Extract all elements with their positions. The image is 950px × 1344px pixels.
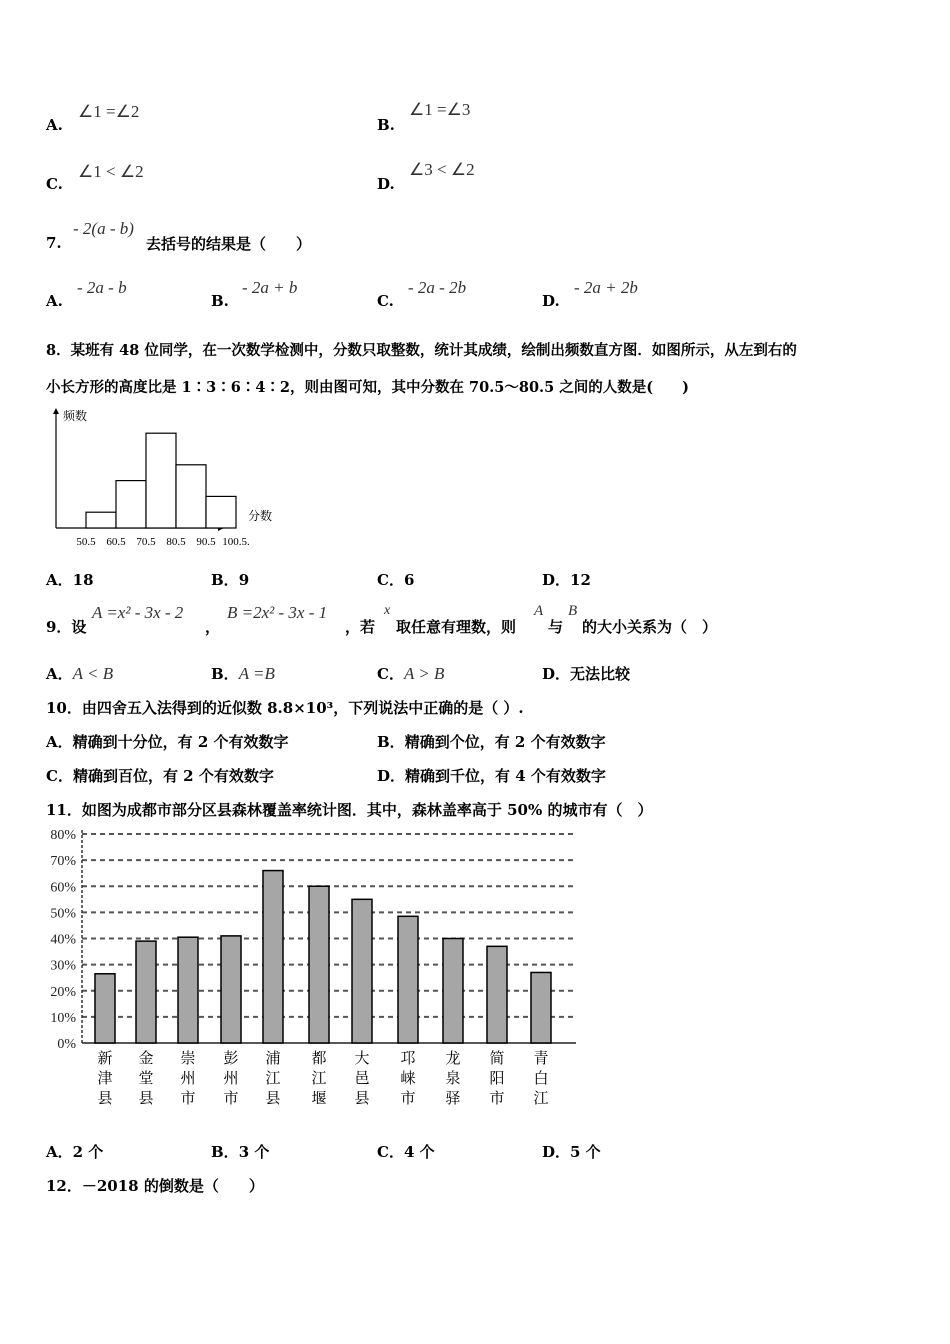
histogram-bar <box>116 481 146 528</box>
option-text: 无法比较 <box>570 665 631 683</box>
option-text: 6 <box>403 571 415 589</box>
option-label: D． <box>542 665 571 683</box>
option-text: 12 <box>570 571 591 589</box>
y-tick-label: 10% <box>50 1010 76 1026</box>
histogram-bar <box>176 465 206 528</box>
option-text: A < B <box>72 664 114 683</box>
x-tick-label: 70.5 <box>136 536 156 548</box>
bar <box>221 936 241 1043</box>
q6-option-c-label: C. <box>46 175 63 193</box>
option-text: 精确到十分位，有 2 个有效数字 <box>72 733 289 751</box>
x-category-label: 青白江 <box>533 1051 549 1107</box>
option-text: A > B <box>403 664 445 683</box>
x-category-label: 简阳市 <box>489 1051 505 1107</box>
option-text: 精确到个位，有 2 个有效数字 <box>404 733 606 751</box>
histogram-bar <box>86 512 116 528</box>
option-label: B． <box>211 571 239 589</box>
q10-option-b <box>377 731 606 752</box>
bar <box>95 974 115 1043</box>
q7-option-c-math: - 2a - 2b <box>408 278 467 297</box>
q9-a: A <box>534 603 544 619</box>
option-label: D． <box>542 571 571 589</box>
x-category-label: 邛崃市 <box>400 1051 416 1107</box>
x-category-label: 龙泉驿 <box>445 1051 461 1107</box>
q9-x: x <box>384 603 391 618</box>
bar <box>531 972 551 1043</box>
x-category-label: 彭州市 <box>223 1051 239 1107</box>
q8-stem-line1: 8．某班有 48 位同学，在一次数学检测中，分数只取整数，统计其成绩，绘制出频数直方图．如图所示，从左到右的 <box>46 342 797 359</box>
q6-option-d-label: D. <box>377 175 395 193</box>
option-text: 精确到千位，有 4 个有效数字 <box>405 767 606 785</box>
y-tick-label: 0% <box>57 1037 76 1052</box>
y-tick-label: 60% <box>50 880 76 896</box>
q11-option-b <box>211 1141 269 1162</box>
option-label: B． <box>211 1143 239 1161</box>
bar <box>352 899 372 1043</box>
q9-option-c <box>377 663 444 684</box>
option-label: C． <box>46 767 73 785</box>
q6-option-c-math: ∠1 < ∠2 <box>78 162 144 181</box>
q9-math-a: A =x² - 3x - 2 <box>92 603 184 622</box>
q7-stem: 去括号的结果是（ ） <box>146 235 312 253</box>
bar <box>443 939 463 1044</box>
q9-tail: 的大小关系为（ ） <box>582 618 718 636</box>
q7-option-a-math: - 2a - b <box>77 278 127 297</box>
x-category-label: 崇州市 <box>180 1051 196 1107</box>
option-text: 2 个 <box>72 1143 104 1161</box>
bar <box>136 941 156 1043</box>
y-axis-arrow-icon <box>53 408 59 414</box>
x-category-label: 金堂县 <box>138 1051 154 1107</box>
y-tick-label: 20% <box>50 984 76 1000</box>
q7-option-d-label: D. <box>542 292 560 310</box>
q8-option-b <box>211 569 249 590</box>
option-label: C． <box>377 665 404 683</box>
option-label: D． <box>542 1143 571 1161</box>
q9-comma: ， <box>205 618 221 636</box>
q10-stem: 10．由四舍五入法得到的近似数 8.8×10³，下列说法中正确的是（ ）. <box>46 699 524 717</box>
q7-math: - 2(a - b) <box>73 219 134 238</box>
bar <box>309 886 329 1043</box>
q11-option-a <box>46 1141 103 1162</box>
q9-option-b <box>211 663 275 684</box>
option-label: B． <box>377 733 405 751</box>
q8-option-c <box>377 569 414 590</box>
q9-text1: ，若 <box>345 618 376 636</box>
y-tick-label: 80% <box>50 828 76 843</box>
y-tick-label: 50% <box>50 906 76 922</box>
x-tick-label: 60.5 <box>106 536 126 548</box>
bar <box>178 937 198 1043</box>
q11-option-d <box>542 1141 601 1162</box>
q9-option-d <box>542 663 630 684</box>
q9-text2: 取任意有理数，则 <box>396 618 517 636</box>
q9-text3: 与 <box>548 618 564 636</box>
option-text: 3 个 <box>238 1143 270 1161</box>
bar <box>398 916 418 1043</box>
x-tick-label: 50.5 <box>76 536 96 548</box>
option-label: A． <box>46 733 73 751</box>
q11-stem: 11．如图为成都市部分区县森林覆盖率统计图．其中，森林盖率高于 50% 的城市有（ ） <box>46 801 653 819</box>
histogram-bar <box>206 496 236 528</box>
q9-b: B <box>568 603 578 619</box>
q9-prefix: 9．设 <box>46 618 87 636</box>
y-tick-label: 30% <box>50 958 76 974</box>
y-axis-label: 频数 <box>63 409 88 423</box>
q9-option-a <box>46 663 113 684</box>
y-tick-label: 40% <box>50 932 76 948</box>
q11-option-c <box>377 1141 435 1162</box>
forest-coverage-bar-chart <box>0 820 600 1120</box>
q6-option-b-math: ∠1 =∠3 <box>409 100 471 119</box>
option-label: A． <box>46 571 73 589</box>
q7-option-b-math: - 2a + b <box>242 278 298 297</box>
option-text: 精确到百位，有 2 个有效数字 <box>72 767 274 785</box>
x-category-label: 都江堰 <box>311 1051 327 1107</box>
q6-option-a-label: A. <box>46 116 63 134</box>
y-tick-label: 70% <box>50 854 76 870</box>
option-text: 18 <box>72 571 94 589</box>
x-tick-label: 90.5 <box>196 536 216 548</box>
x-category-label: 浦江县 <box>265 1051 281 1107</box>
q12-stem: 12．－2018 的倒数是（ ） <box>46 1177 264 1195</box>
q7-number: 7. <box>46 234 62 252</box>
option-label: D． <box>377 767 406 785</box>
option-text: 4 个 <box>403 1143 435 1161</box>
q8-option-a <box>46 569 94 590</box>
q7-option-b-label: B. <box>211 292 229 310</box>
bar <box>263 871 283 1043</box>
option-label: B． <box>211 665 239 683</box>
option-label: A． <box>46 1143 73 1161</box>
x-category-label: 大邑县 <box>354 1051 370 1107</box>
option-label: C． <box>377 1143 404 1161</box>
q6-option-a-math: ∠1 =∠2 <box>78 102 140 121</box>
q9-math-b: B =2x² - 3x - 1 <box>227 603 328 622</box>
option-label: A． <box>46 665 73 683</box>
q10-option-d <box>377 765 606 786</box>
bar <box>487 946 507 1043</box>
option-label: C． <box>377 571 404 589</box>
q8-option-d <box>542 569 591 590</box>
option-text: A =B <box>238 664 275 683</box>
q10-option-c <box>46 765 274 786</box>
histogram-chart <box>40 400 320 560</box>
histogram-bar <box>146 433 176 528</box>
x-axis-label: 分数 <box>248 509 273 523</box>
q10-option-a <box>46 731 289 752</box>
q6-option-b-label: B. <box>377 116 395 134</box>
q7-option-a-label: A. <box>46 292 63 310</box>
option-text: 5 个 <box>570 1143 601 1161</box>
q7-option-d-math: - 2a + 2b <box>574 278 638 297</box>
x-tick-label: 80.5 <box>166 536 186 548</box>
q7-option-c-label: C. <box>377 292 394 310</box>
q6-option-d-math: ∠3 < ∠2 <box>409 160 475 179</box>
q8-stem-line2: 小长方形的高度比是 1∶3∶6∶4∶2，则由图可知，其中分数在 70.5～80.5 之间的人数是( ) <box>46 379 689 396</box>
option-text: 9 <box>238 571 250 589</box>
x-category-label: 新津县 <box>97 1051 113 1107</box>
x-tick-label: 100.5. <box>222 536 250 548</box>
